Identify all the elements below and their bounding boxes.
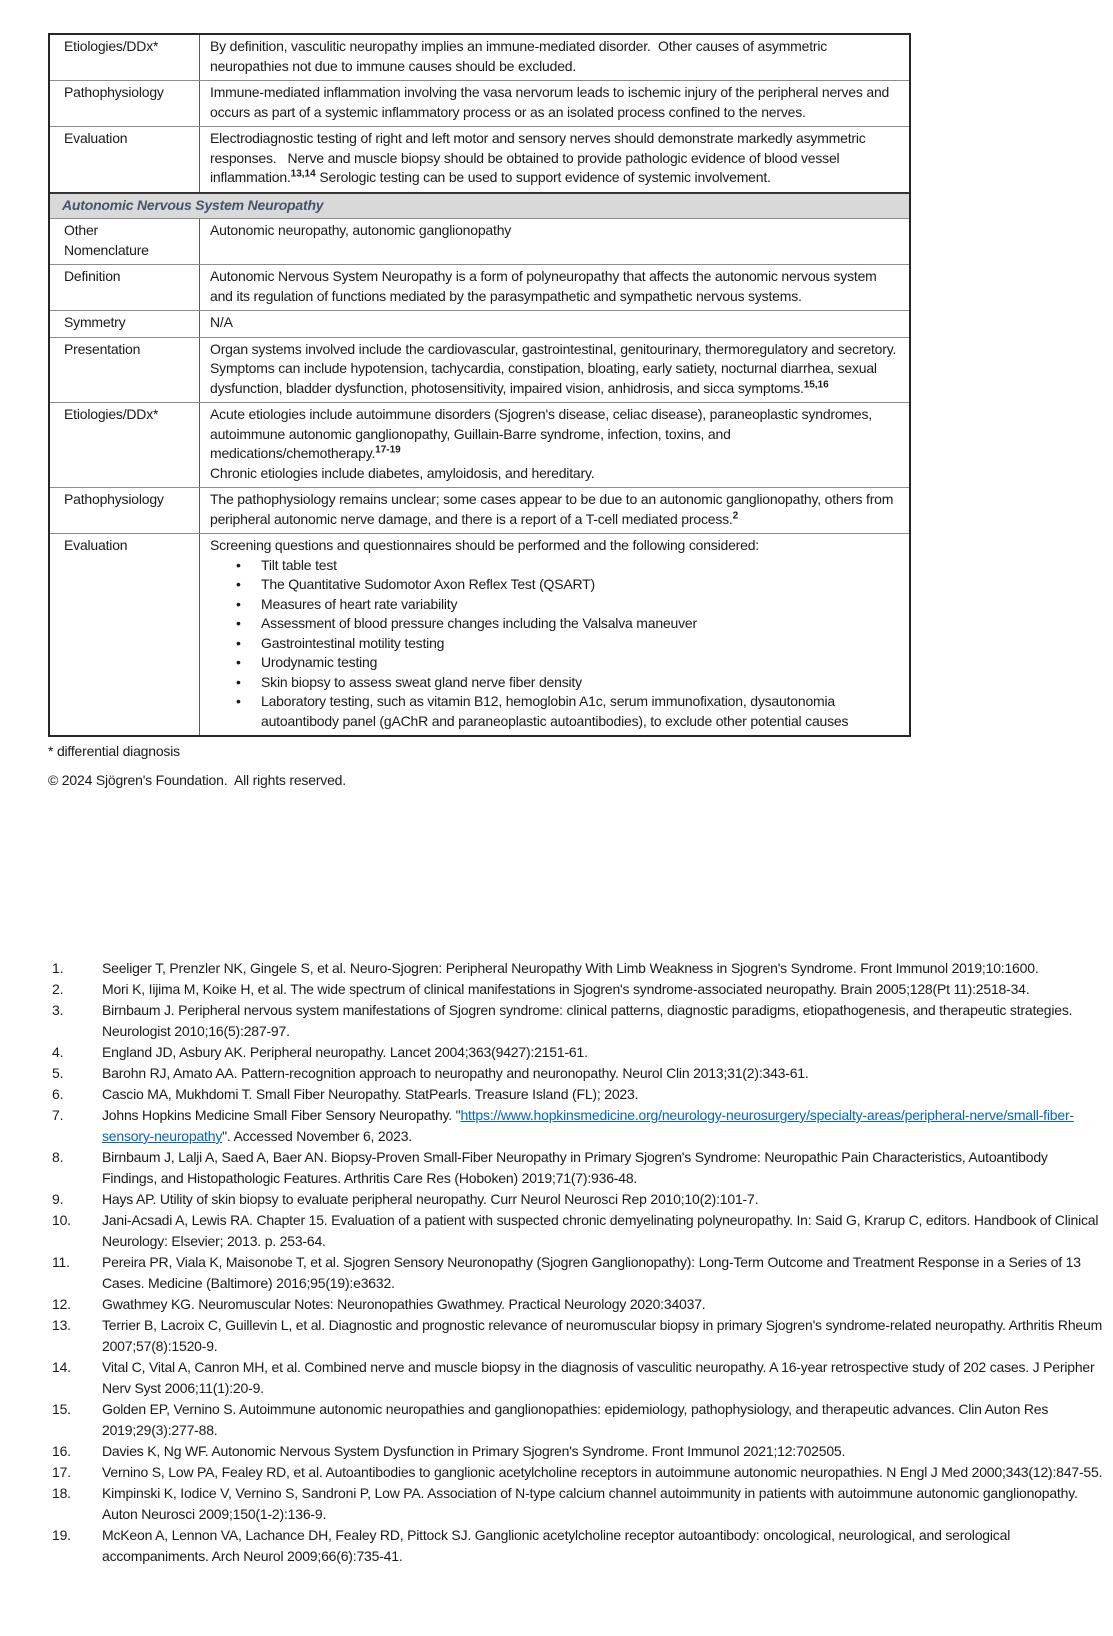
content-paragraph [210, 405, 901, 464]
reference-number: 13. [52, 1317, 71, 1333]
reference-item [52, 1147, 1105, 1189]
bullet-text [261, 614, 901, 634]
bullet-icon: • [236, 693, 241, 709]
reference-text [102, 1525, 1105, 1567]
table-row [50, 487, 909, 533]
bullet-item [210, 595, 901, 615]
text-segment: Seeliger T, Prenzler NK, Gingele S, et al. Neuro-Sjogren: Peripheral Neuropathy With Limb Weakness in Sjogren's Syndrome. Front Immunol 2019;10:1600. [102, 960, 1039, 976]
text-segment: Mori K, Iijima M, Koike H, et al. The wide spectrum of clinical manifestations in Sjogren's syndrome-associated neuropathy. Brain 2005;128(Pt 11):2518-34. [102, 981, 1030, 997]
text-segment: Barohn RJ, Amato AA. Pattern-recognition approach to neuropathy and neuronopathy. Neurol Clin 2013;31(2):343-61. [102, 1065, 809, 1081]
content-paragraph [210, 267, 901, 306]
reference-number: 16. [52, 1443, 71, 1459]
reference-text [102, 1483, 1105, 1525]
text-segment: England JD, Asbury AK. Peripheral neuropathy. Lancet 2004;363(9427):2151-61. [102, 1044, 588, 1060]
reference-number: 12. [52, 1296, 71, 1312]
row-content [200, 81, 909, 126]
bullet-item [210, 575, 901, 595]
reference-text [102, 1441, 1105, 1462]
row-label: Symmetry [50, 311, 200, 337]
text-segment: The pathophysiology remains unclear; some cases appear to be due to an autonomic ganglionopathy, others from peripheral autonomic nerve damage, and there is a report of a T-cell mediated process. [210, 491, 897, 527]
section-header-row: Autonomic Nervous System Neuropathy [50, 192, 909, 219]
row-label: Definition [50, 265, 200, 310]
bullet-icon: • [236, 576, 241, 592]
table-row [50, 533, 909, 735]
reference-number: 11. [52, 1254, 70, 1270]
content-paragraph [210, 129, 901, 188]
reference-number: 14. [52, 1359, 71, 1375]
reference-text [102, 1210, 1105, 1252]
row-label: Evaluation [50, 127, 200, 192]
text-segment: Johns Hopkins Medicine Small Fiber Sensory Neuropathy. " [102, 1107, 461, 1123]
table-row [50, 80, 909, 126]
top-block [48, 33, 907, 788]
reference-item [52, 1357, 1105, 1399]
text-segment: Birnbaum J. Peripheral nervous system manifestations of Sjogren syndrome: clinical patterns, diagnostic paradigms, etiopathogenesis, and therapeutic strategies. Neurologist 2010;16(5):287-97. [102, 1002, 1077, 1039]
bullet-text [261, 673, 901, 693]
text-segment: N/A [210, 314, 233, 330]
bullet-icon: • [236, 556, 241, 573]
table-row [50, 310, 909, 337]
row-label: Etiologies/DDx* [50, 35, 200, 80]
reference-item [52, 1210, 1105, 1252]
reference-item [52, 1483, 1105, 1525]
neuropathy-table [48, 33, 911, 737]
reference-number: 1. [52, 960, 64, 976]
row-label: Other Nomenclature [50, 219, 200, 264]
row-content [200, 488, 909, 533]
text-segment: Vital C, Vital A, Canron MH, et al. Combined nerve and muscle biopsy in the diagnosis of vasculitic neuropathy. A 16-year retrospective study of 202 cases. J Peripher Nerv Syst 2006;11(1):20-9. [102, 1359, 1099, 1396]
text-segment: Kimpinski K, Iodice V, Vernino S, Sandroni P, Low PA. Association of N-type calcium channel autoimmunity in patients with autoimmune autonomic ganglionopathy. Auton Neurosci 2009;150(1-2):136-9. [102, 1485, 1081, 1522]
row-content [200, 219, 909, 264]
reference-item [52, 1084, 1105, 1105]
reference-number: 15. [52, 1401, 71, 1417]
reference-number: 18. [52, 1485, 71, 1501]
reference-text [102, 1189, 1105, 1210]
content-paragraph [210, 221, 901, 241]
row-content [200, 534, 909, 735]
text-segment: The Quantitative Sudomotor Axon Reflex Test (QSART) [261, 576, 595, 592]
superscript-citation: 15,16 [803, 378, 829, 390]
text-segment: Cascio MA, Mukhdomi T. Small Fiber Neuropathy. StatPearls. Treasure Island (FL); 2023. [102, 1086, 639, 1102]
row-content [200, 265, 909, 310]
reference-text [102, 1063, 1105, 1084]
reference-item [52, 1294, 1105, 1315]
reference-number: 17. [52, 1464, 71, 1480]
bullet-item [210, 614, 901, 634]
content-paragraph [210, 340, 901, 399]
text-segment: Birnbaum J, Lalji A, Saed A, Baer AN. Biopsy-Proven Small-Fiber Neuropathy in Primary Sjogren's Syndrome: Neuropathic Pain Characteristics, Autoantibody Findings, and Histopathologic Features. Arthritis Care Res (Hoboken) 2019;71(7):936-48. [102, 1149, 1052, 1186]
reference-text [102, 958, 1105, 979]
bullet-text [261, 556, 901, 576]
content-paragraph [210, 490, 901, 529]
row-label: Evaluation [50, 534, 200, 735]
bullet-item [210, 653, 901, 673]
text-segment: Autonomic neuropathy, autonomic ganglionopathy [210, 222, 512, 238]
text-segment: Immune-mediated inflammation involving the vasa nervorum leads to ischemic injury of the peripheral nerves and occurs as part of a systemic inflammatory process or as an isolated process confined to the nerves. [210, 84, 893, 120]
text-segment: Golden EP, Vernino S. Autoimmune autonomic neuropathies and ganglionopathies: epidemiology, pathophysiology, and therapeutic advances. Clin Auton Res 2019;29(3):277-88. [102, 1401, 1052, 1438]
reference-item [52, 1189, 1105, 1210]
reference-item [52, 1042, 1105, 1063]
bullet-icon: • [236, 595, 241, 612]
text-segment: Skin biopsy to assess sweat gland nerve fiber density [261, 673, 582, 690]
reference-item [52, 1462, 1105, 1483]
row-content [200, 35, 909, 80]
bullet-item [210, 673, 901, 693]
text-segment: Assessment of blood pressure changes including the Valsalva maneuver [261, 615, 697, 631]
text-segment: ". Accessed November 6, 2023. [222, 1128, 412, 1144]
reference-number: 4. [52, 1044, 64, 1060]
reference-text [102, 1084, 1105, 1105]
reference-item [52, 1399, 1105, 1441]
reference-item [52, 1063, 1105, 1084]
text-segment: Gastrointestinal motility testing [261, 634, 445, 651]
text-segment: Terrier B, Lacroix C, Guillevin L, et al. Diagnostic and prognostic relevance of neuromuscular biopsy in primary Sjogren's syndrome-related neuropathy. Arthritis Rheum 2007;57(8):1520-9. [102, 1317, 1106, 1354]
text-segment: Jani-Acsadi A, Lewis RA. Chapter 15. Evaluation of a patient with suspected chronic demyelinating polyneuropathy. In: Said G, Krarup C, editors. Handbook of Clinical Neurology: Elsevier; 2013. p. 253-64. [102, 1212, 1103, 1249]
bullet-icon: • [236, 634, 241, 651]
bullet-text [261, 634, 901, 654]
text-segment: By definition, vasculitic neuropathy implies an immune-mediated disorder. Other causes of asymmetric neuropathies not due to immune causes should be excluded. [210, 38, 831, 74]
reference-text [102, 1105, 1105, 1147]
reference-item [52, 1000, 1105, 1042]
row-content [200, 403, 909, 487]
reference-link[interactable]: https://www.hopkinsmedicine.org/neurology-neurosurgery/specialty-areas/peripheral-nerve/small-fiber-sensory-neuropathy [102, 1107, 1074, 1144]
bullet-icon: • [236, 654, 241, 670]
reference-item [52, 1315, 1105, 1357]
text-segment: McKeon A, Lennon VA, Lachance DH, Fealey RD, Pittock SJ. Ganglionic acetylcholine receptor autoantibody: oncological, neurological, and serological accompaniments. Arch Neurol 2009;66(6):735-41. [102, 1527, 1014, 1564]
text-segment: Screening questions and questionnaires should be performed and the following considered: [210, 537, 759, 553]
reference-number: 5. [52, 1065, 64, 1081]
bullet-text [261, 595, 901, 615]
content-paragraph [210, 313, 901, 333]
row-label: Pathophysiology [50, 488, 200, 533]
text-segment: Vernino S, Low PA, Fealey RD, et al. Autoantibodies to ganglionic acetylcholine receptors in autoimmune autonomic neuropathies. N Engl J Med 2000;343(12):847-55. [102, 1464, 1103, 1480]
text-segment: Acute etiologies include autoimmune disorders (Sjogren's disease, celiac disease), paraneoplastic syndromes, autoimmune autonomic ganglionopathy, Guillain-Barre syndrome, infection, toxins, and medications/chemotherapy. [210, 406, 876, 461]
reference-item [52, 1525, 1105, 1567]
row-label: Pathophysiology [50, 81, 200, 126]
text-segment: Hays AP. Utility of skin biopsy to evaluate peripheral neuropathy. Curr Neurol Neurosci Rep 2010;10(2):101-7. [102, 1191, 759, 1207]
row-content [200, 338, 909, 403]
table-row [50, 126, 909, 192]
reference-item [52, 1252, 1105, 1294]
bullet-text [261, 575, 901, 595]
table-row [50, 218, 909, 264]
reference-item [52, 1441, 1105, 1462]
bullet-text [261, 692, 901, 731]
text-segment: Chronic etiologies include diabetes, amyloidosis, and hereditary. [210, 464, 595, 481]
reference-item [52, 979, 1105, 1000]
reference-item [52, 958, 1105, 979]
reference-number: 10. [52, 1212, 71, 1228]
reference-list [52, 958, 1105, 1567]
table-row [50, 402, 909, 487]
text-segment: Measures of heart rate variability [261, 595, 458, 612]
bullet-icon: • [236, 673, 241, 690]
table-row [50, 264, 909, 310]
reference-text [102, 1147, 1105, 1189]
text-segment: Serologic testing can be used to support evidence of systemic involvement. [315, 169, 771, 185]
text-segment: Autonomic Nervous System Neuropathy is a form of polyneuropathy that affects the autonomic nervous system and its regulation of functions mediated by the parasympathetic and sympathetic nervous systems. [210, 268, 881, 304]
text-segment: Gwathmey KG. Neuromuscular Notes: Neuronopathies Gwathmey. Practical Neurology 2020:34037. [102, 1296, 706, 1312]
text-segment: Urodynamic testing [261, 654, 378, 670]
reference-text [102, 1399, 1105, 1441]
text-segment: Organ systems involved include the cardiovascular, gastrointestinal, genitourinary, thermoregulatory and secretory. Symptoms can include hypotension, tachycardia, constipation, bloating, early satiety, nocturnal diarrhea, sexual dysfunction, bladder dysfunction, photosensitivity, impaired vision, anhidrosis, and sicca symptoms. [210, 340, 900, 396]
content-paragraph [210, 37, 901, 76]
bullet-icon: • [236, 615, 241, 631]
reference-text [102, 1000, 1105, 1042]
reference-number: 2. [52, 981, 64, 997]
text-segment: Tilt table test [261, 556, 337, 573]
table-row [50, 337, 909, 403]
text-segment: Davies K, Ng WF. Autonomic Nervous System Dysfunction in Primary Sjogren's Syndrome. Front Immunol 2021;12:702505. [102, 1443, 846, 1459]
text-segment: Pereira PR, Viala K, Maisonobe T, et al. Sjogren Sensory Neuronopathy (Sjogren Ganglionopathy): Long-Term Outcome and Treatment Response in a Series of 13 Cases. Medicine (Baltimore) 2016;95(19):e3632. [102, 1254, 1085, 1291]
row-label: Presentation [50, 338, 200, 403]
reference-item [52, 1105, 1105, 1147]
reference-number: 3. [52, 1002, 64, 1018]
reference-number: 6. [52, 1086, 64, 1102]
row-content [200, 311, 909, 337]
reference-number: 19. [52, 1527, 71, 1543]
row-content [200, 127, 909, 192]
reference-text [102, 1042, 1105, 1063]
reference-text [102, 1357, 1105, 1399]
row-label: Etiologies/DDx* [50, 403, 200, 487]
bullet-text [261, 653, 901, 673]
text-segment: Laboratory testing, such as vitamin B12, hemoglobin A1c, serum immunofixation, dysautonomia autoantibody panel (gAChR and paraneoplastic autoantibodies), to exclude other potential causes [261, 693, 849, 729]
superscript-citation: 2 [732, 509, 739, 521]
bullet-item [210, 556, 901, 576]
reference-text [102, 979, 1105, 1000]
copyright-notice: © 2024 Sjögren's Foundation. All rights reserved. [48, 772, 346, 788]
content-paragraph [210, 464, 901, 484]
bullet-item [210, 692, 901, 731]
reference-text [102, 1252, 1105, 1294]
reference-number: 7. [52, 1107, 64, 1123]
reference-number: 9. [52, 1191, 64, 1207]
superscript-citation: 13,14 [290, 168, 316, 180]
text-segment: Electrodiagnostic testing of right and left motor and sensory nerves should demonstrate markedly asymmetric responses. Nerve and muscle biopsy should be obtained to provide pathologic evidence of blood vessel inflammation. [210, 130, 870, 185]
footnote: * differential diagnosis [48, 743, 180, 759]
reference-text [102, 1294, 1105, 1315]
content-paragraph [210, 536, 901, 556]
reference-text [102, 1462, 1105, 1483]
reference-text [102, 1315, 1105, 1357]
content-paragraph [210, 83, 901, 122]
table-row [50, 35, 909, 80]
superscript-citation: 17-19 [375, 444, 401, 456]
bullet-item [210, 634, 901, 654]
reference-number: 8. [52, 1149, 64, 1165]
